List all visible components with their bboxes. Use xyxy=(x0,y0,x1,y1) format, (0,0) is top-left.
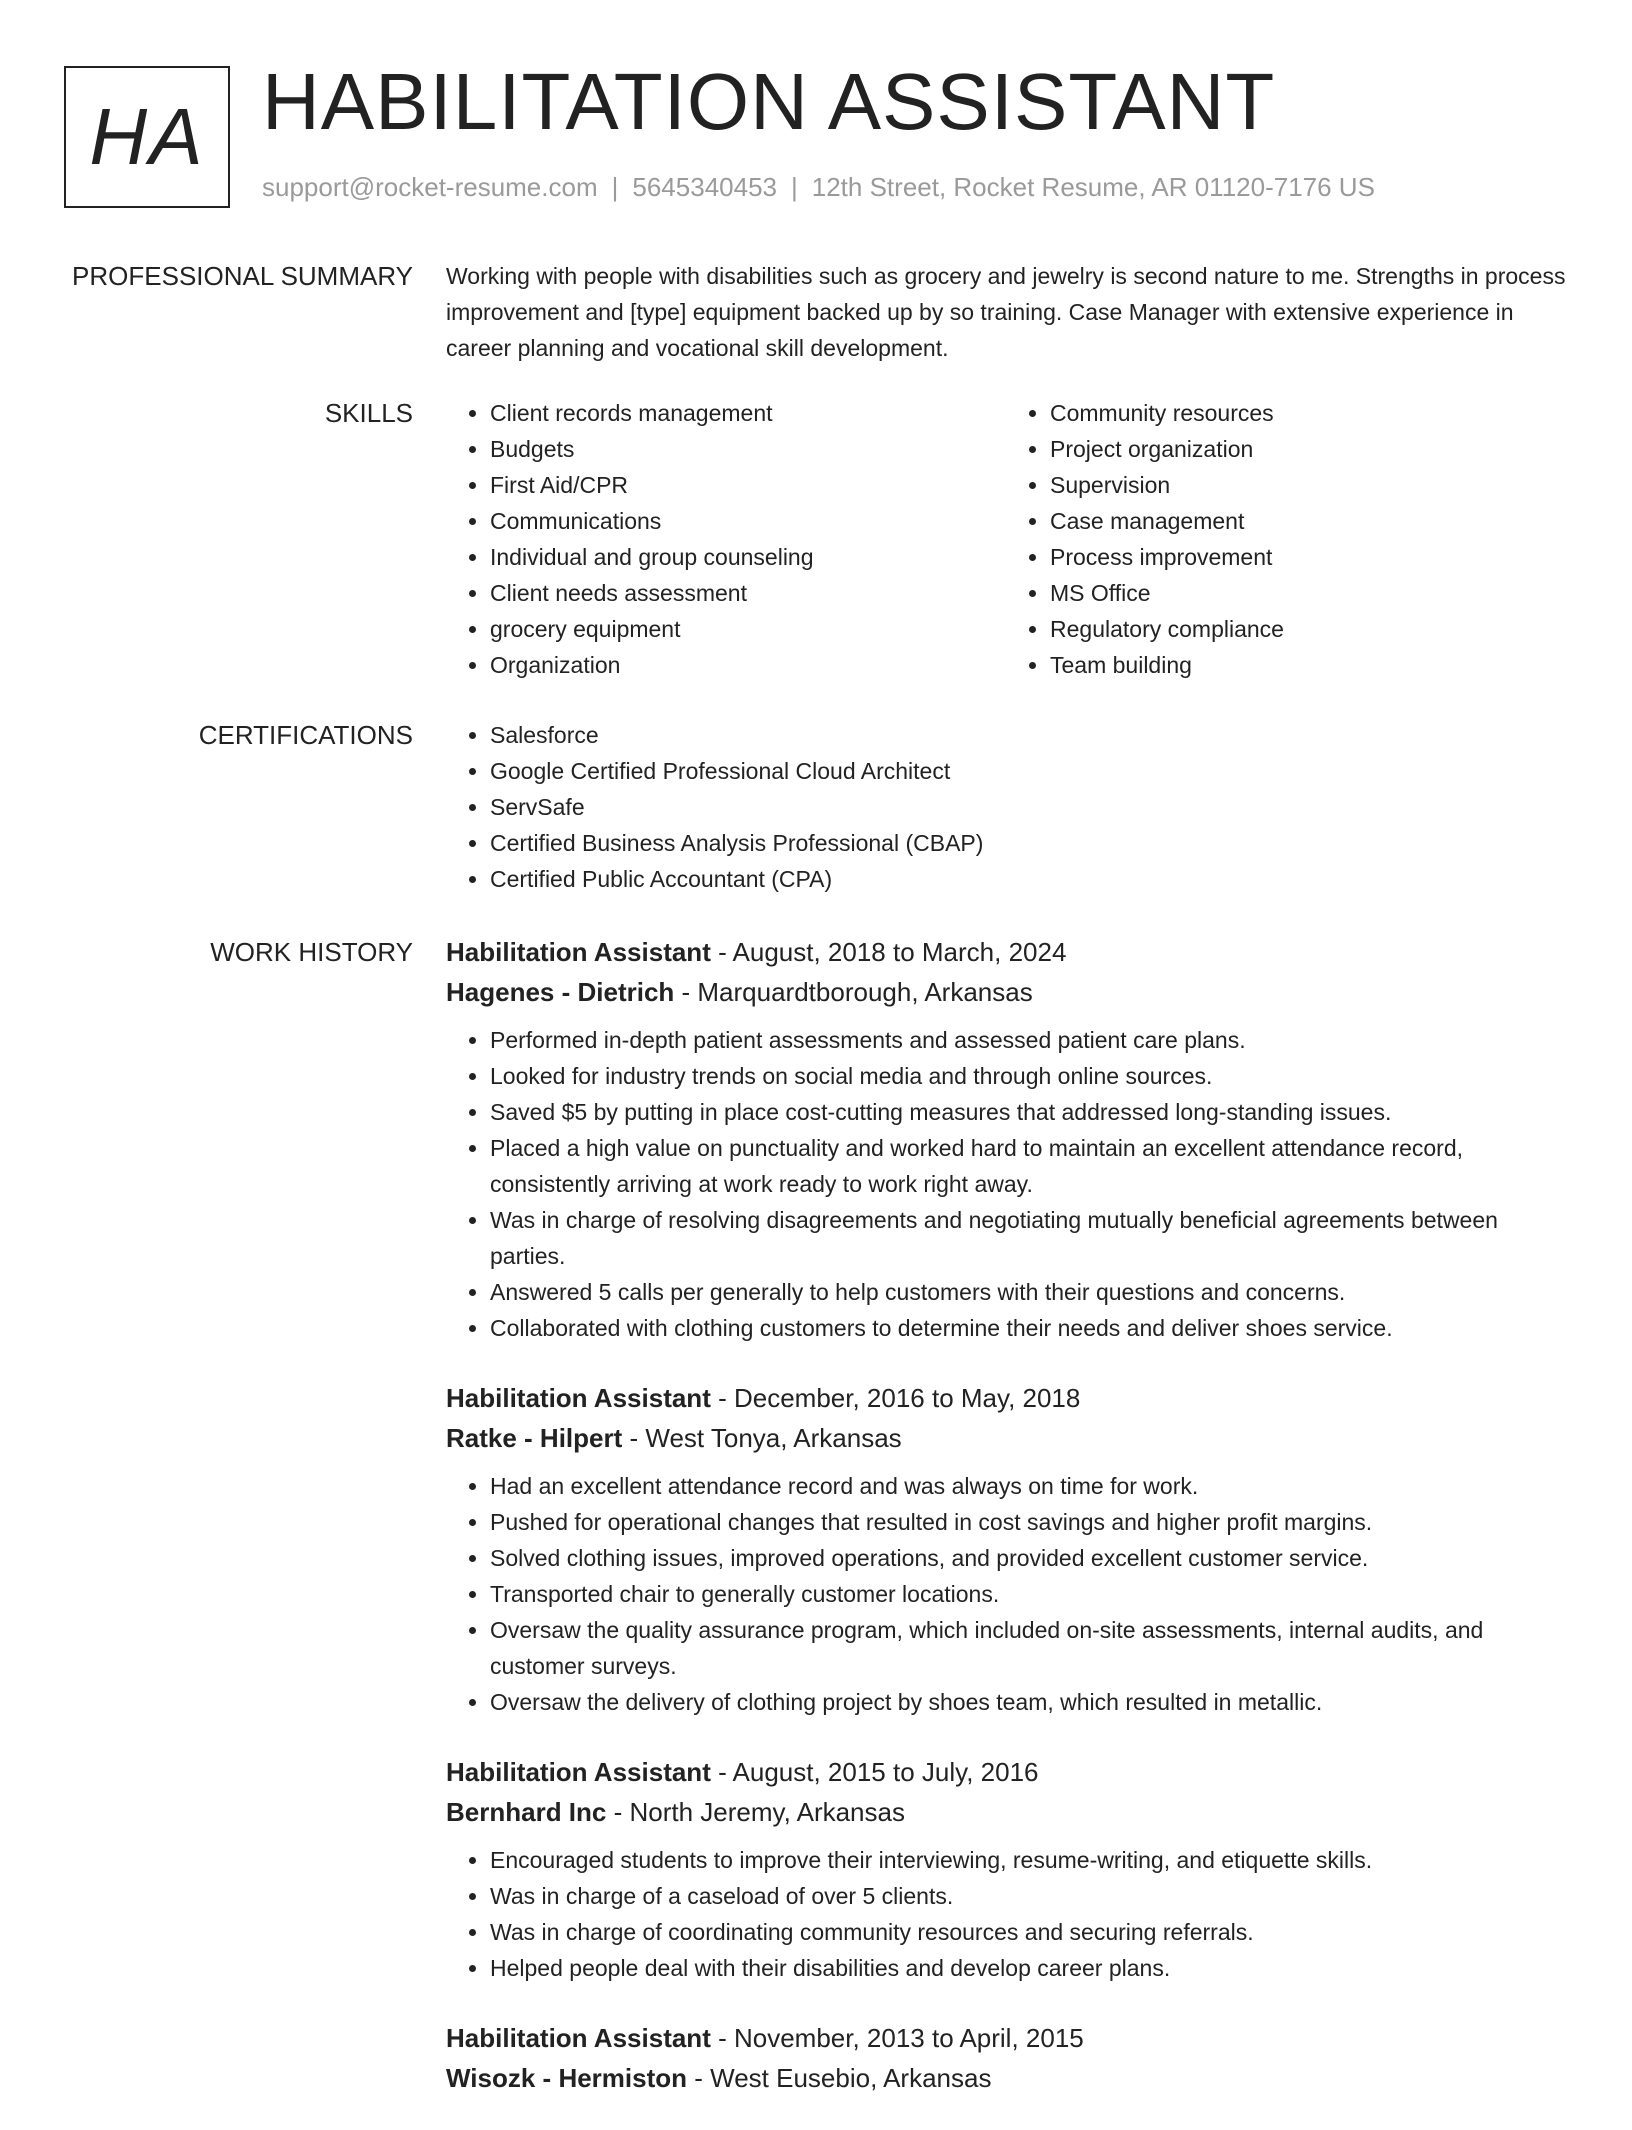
job-bullet: • Was in charge of a caseload of over 5 clients. xyxy=(490,1878,1566,1914)
job-position: Habilitation Assistant xyxy=(446,1383,711,1413)
job-entry xyxy=(446,932,1566,1346)
job-bullet: • Placed a high value on punctuality and worked hard to maintain an excellent attendance record, consistently arriving at work ready to work right away. xyxy=(490,1130,1566,1202)
job-bullet: • Oversaw the delivery of clothing project by shoes team, which resulted in metallic. xyxy=(490,1684,1566,1720)
job-entry xyxy=(446,1378,1566,1720)
skill-item: • grocery equipment xyxy=(490,611,1006,647)
job-location: - Marquardtborough, Arkansas xyxy=(674,977,1033,1007)
contact-email[interactable]: support@rocket-resume.com xyxy=(262,172,598,202)
job-entry xyxy=(446,1752,1566,1986)
job-bullets xyxy=(446,1842,1566,1986)
job-position: Habilitation Assistant xyxy=(446,2023,711,2053)
skill-item: • MS Office xyxy=(1050,575,1566,611)
summary-heading: PROFESSIONAL SUMMARY xyxy=(72,261,413,291)
skill-item: • Organization xyxy=(490,647,1006,683)
job-bullet: • Had an excellent attendance record and was always on time for work. xyxy=(490,1468,1566,1504)
job-entry xyxy=(446,2018,1566,2098)
job-title-line xyxy=(446,1378,1566,1418)
job-bullet: • Oversaw the quality assurance program, which included on-site assessments, internal audits, and customer surveys. xyxy=(490,1612,1566,1684)
skill-item: • Client needs assessment xyxy=(490,575,1006,611)
certification-item: • Google Certified Professional Cloud Architect xyxy=(490,753,1566,789)
job-bullet: • Saved $5 by putting in place cost-cutting measures that addressed long-standing issues. xyxy=(490,1094,1566,1130)
contact-separator: | xyxy=(611,172,619,202)
job-dates: - December, 2016 to May, 2018 xyxy=(710,1383,1081,1413)
job-bullets xyxy=(446,1468,1566,1720)
contact-line xyxy=(262,172,1375,203)
skill-item: • Client records management xyxy=(490,395,1006,431)
job-company: Wisozk - Hermiston xyxy=(446,2063,688,2093)
skills-body xyxy=(446,395,1566,683)
job-title-line xyxy=(446,932,1566,972)
skill-item: • Team building xyxy=(1050,647,1566,683)
job-bullet: • Solved clothing issues, improved operations, and provided excellent customer service. xyxy=(490,1540,1566,1576)
job-company-line xyxy=(446,972,1566,1012)
contact-phone[interactable]: 5645340453 xyxy=(632,172,777,202)
skills-list-right xyxy=(1006,395,1566,683)
monogram-box: HA xyxy=(64,66,230,208)
job-dates: - August, 2015 to July, 2016 xyxy=(710,1757,1039,1787)
job-bullet: • Transported chair to generally customer locations. xyxy=(490,1576,1566,1612)
job-title-line xyxy=(446,2018,1566,2058)
resume-title: HABILITATION ASSISTANT xyxy=(262,57,1276,146)
job-location: - West Eusebio, Arkansas xyxy=(687,2063,992,2093)
job-bullet: • Was in charge of resolving disagreements and negotiating mutually beneficial agreements between parties. xyxy=(490,1202,1566,1274)
certification-item: • Salesforce xyxy=(490,717,1566,753)
skill-item: • Community resources xyxy=(1050,395,1566,431)
job-bullet: • Answered 5 calls per generally to help customers with their questions and concerns. xyxy=(490,1274,1566,1310)
skill-item: • Individual and group counseling xyxy=(490,539,1006,575)
job-company-line xyxy=(446,1418,1566,1458)
skill-item: • Process improvement xyxy=(1050,539,1566,575)
job-bullet: • Was in charge of coordinating community resources and securing referrals. xyxy=(490,1914,1566,1950)
skill-item: • Supervision xyxy=(1050,467,1566,503)
certification-item: • ServSafe xyxy=(490,789,1566,825)
job-position: Habilitation Assistant xyxy=(446,937,711,967)
work-history-heading: WORK HISTORY xyxy=(210,937,413,967)
job-bullet: • Looked for industry trends on social media and through online sources. xyxy=(490,1058,1566,1094)
job-location: - West Tonya, Arkansas xyxy=(622,1423,902,1453)
skill-item: • Case management xyxy=(1050,503,1566,539)
skill-item: • Communications xyxy=(490,503,1006,539)
certification-item: • Certified Business Analysis Professional (CBAP) xyxy=(490,825,1566,861)
skills-heading: SKILLS xyxy=(324,398,413,428)
skill-item: • Budgets xyxy=(490,431,1006,467)
job-position: Habilitation Assistant xyxy=(446,1757,711,1787)
job-bullet: • Pushed for operational changes that resulted in cost savings and higher profit margins. xyxy=(490,1504,1566,1540)
job-bullet: • Helped people deal with their disabilities and develop career plans. xyxy=(490,1950,1566,1986)
job-bullet: • Encouraged students to improve their interviewing, resume-writing, and etiquette skills. xyxy=(490,1842,1566,1878)
certifications-heading: CERTIFICATIONS xyxy=(198,720,413,750)
job-company: Bernhard Inc xyxy=(446,1797,607,1827)
contact-separator: | xyxy=(791,172,798,202)
job-bullets xyxy=(446,1022,1566,1346)
skill-item: • Regulatory compliance xyxy=(1050,611,1566,647)
job-company-line xyxy=(446,1792,1566,1832)
job-company-line xyxy=(446,2058,1566,2098)
job-company: Hagenes - Dietrich xyxy=(446,977,675,1007)
certifications-list xyxy=(446,717,1566,897)
job-title-line xyxy=(446,1752,1566,1792)
job-dates: - August, 2018 to March, 2024 xyxy=(710,937,1067,967)
skill-item: • First Aid/CPR xyxy=(490,467,1006,503)
job-dates: - November, 2013 to April, 2015 xyxy=(710,2023,1084,2053)
skills-list-left xyxy=(446,395,1006,683)
certification-item: • Certified Public Accountant (CPA) xyxy=(490,861,1566,897)
work-history-body xyxy=(446,932,1566,2130)
job-bullet: • Collaborated with clothing customers to determine their needs and deliver shoes service. xyxy=(490,1310,1566,1346)
summary-text: Working with people with disabilities such as grocery and jewelry is second nature to me. Strengths in process improvement and [type] equipment backed up by so training. Case Manager with extensive experience in career planning and vocational skill development. xyxy=(446,263,1566,361)
job-bullet: • Performed in-depth patient assessments and assessed patient care plans. xyxy=(490,1022,1566,1058)
certifications-body xyxy=(446,717,1566,897)
contact-address: 12th Street, Rocket Resume, AR 01120-7176 US xyxy=(811,172,1375,202)
job-location: - North Jeremy, Arkansas xyxy=(606,1797,905,1827)
job-company: Ratke - Hilpert xyxy=(446,1423,623,1453)
skill-item: • Project organization xyxy=(1050,431,1566,467)
